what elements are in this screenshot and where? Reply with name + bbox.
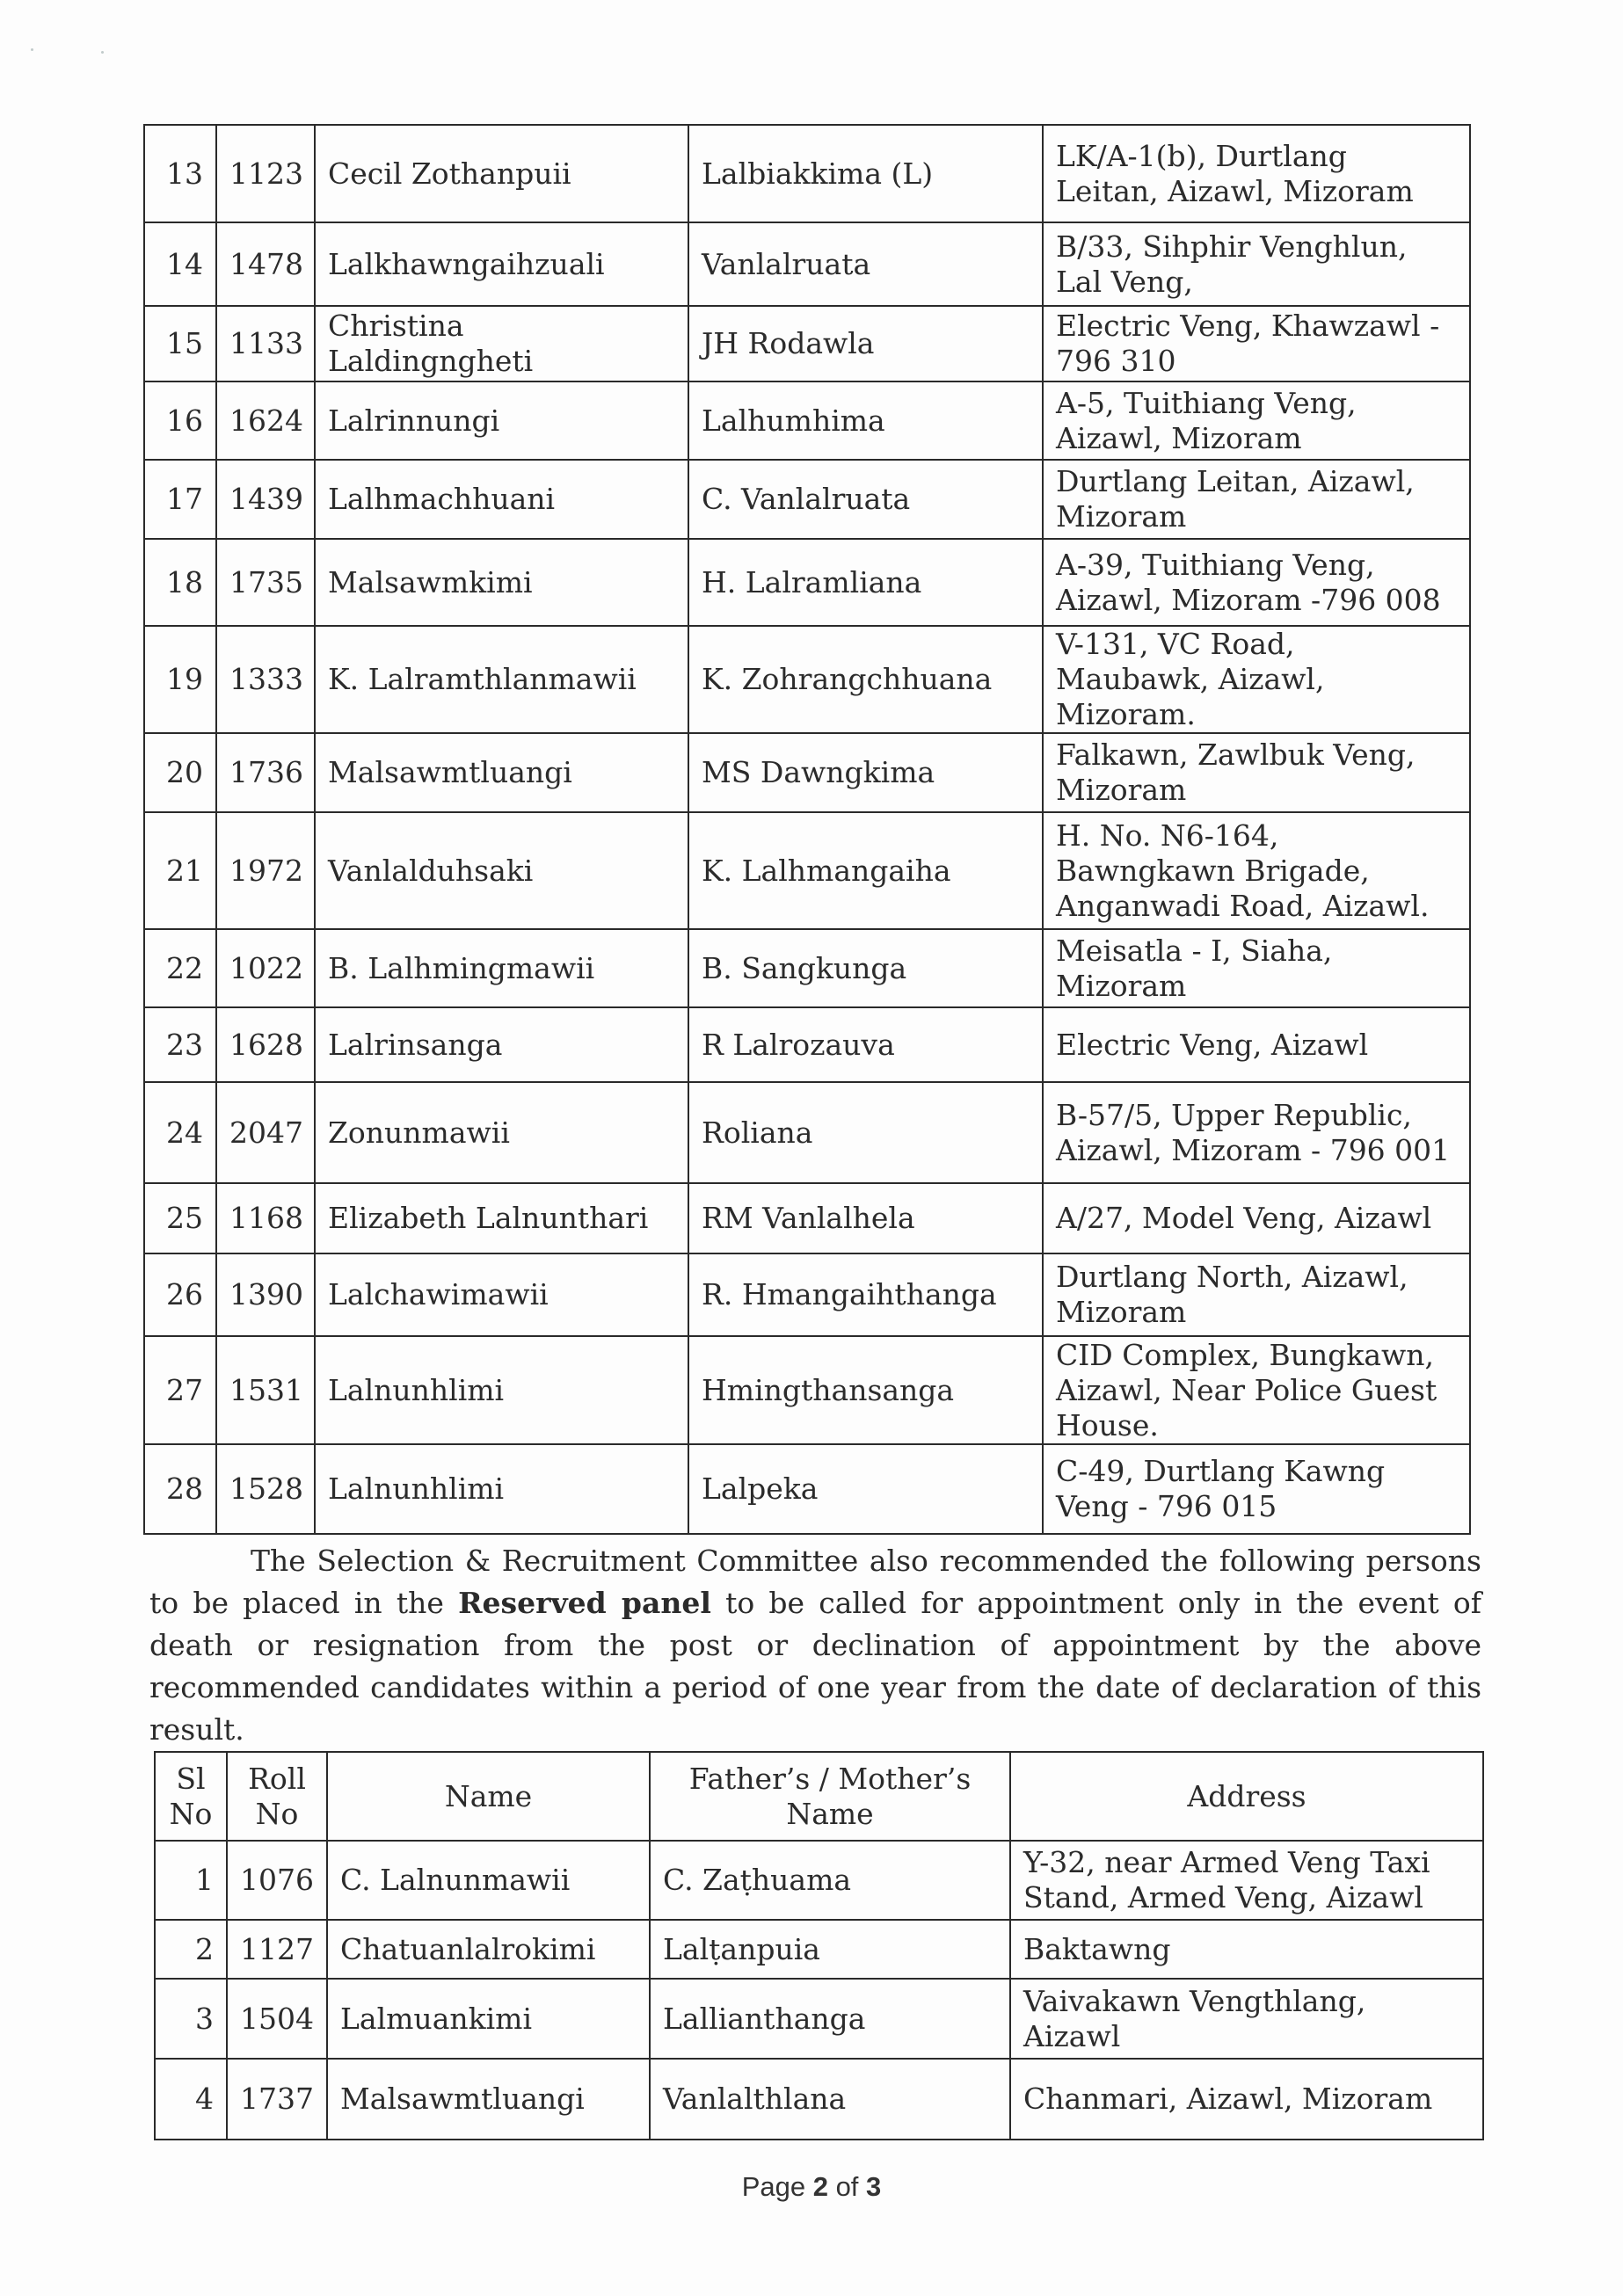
- cell-name: Cecil Zothanpuii: [315, 125, 688, 222]
- table-row: [144, 222, 1470, 306]
- table-row: [144, 929, 1470, 1007]
- cell-address: A-5, Tuithiang Veng, Aizawl, Mizoram: [1043, 381, 1470, 460]
- cell-parent-name: Lalhumhima: [688, 381, 1043, 460]
- cell-address: CID Complex, Bungkawn, Aizawl, Near Police Guest House.: [1043, 1336, 1470, 1444]
- reserved-panel-header: [155, 1752, 1483, 1841]
- table-row: [155, 1920, 1483, 1979]
- cell-parent-name: C. Vanlalruata: [688, 460, 1043, 539]
- cell-sl-no: 19: [144, 626, 216, 733]
- table-row: [144, 1082, 1470, 1183]
- reserved-panel-body: [155, 1841, 1483, 2140]
- cell-roll-no: 1439: [216, 460, 315, 539]
- table-row: [144, 626, 1470, 733]
- cell-name: Lalnunhlimi: [315, 1336, 688, 1444]
- reserved-panel-emphasis: Reserved panel: [458, 1586, 711, 1620]
- cell-sl-no: 2: [155, 1920, 227, 1979]
- table-row: [144, 306, 1470, 381]
- cell-name: Lalkhawngaihzuali: [315, 222, 688, 306]
- cell-sl-no: 13: [144, 125, 216, 222]
- cell-address: Durtlang North, Aizawl, Mizoram: [1043, 1253, 1470, 1336]
- cell-address: LK/A-1(b), Durtlang Leitan, Aizawl, Mizoram: [1043, 125, 1470, 222]
- cell-address: Electric Veng, Khawzawl - 796 310: [1043, 306, 1470, 381]
- cell-roll-no: 1624: [216, 381, 315, 460]
- table-row: [155, 1841, 1483, 1920]
- cell-address: Vaivakawn Vengthlang, Aizawl: [1010, 1979, 1483, 2059]
- cell-roll-no: 1528: [216, 1444, 315, 1534]
- cell-sl-no: 23: [144, 1007, 216, 1082]
- cell-address: Y-32, near Armed Veng Taxi Stand, Armed Veng, Aizawl: [1010, 1841, 1483, 1920]
- cell-sl-no: 17: [144, 460, 216, 539]
- header-roll-no: Roll No: [227, 1752, 327, 1841]
- table-row: [155, 2059, 1483, 2140]
- scan-speck: [31, 48, 33, 51]
- cell-address: V-131, VC Road, Maubawk, Aizawl, Mizoram.: [1043, 626, 1470, 733]
- cell-address: Chanmari, Aizawl, Mizoram: [1010, 2059, 1483, 2140]
- cell-parent-name: Lalṭanpuia: [650, 1920, 1010, 1979]
- cell-parent-name: B. Sangkunga: [688, 929, 1043, 1007]
- total-pages: 3: [866, 2171, 882, 2202]
- table-row: [144, 812, 1470, 929]
- cell-roll-no: 1735: [216, 539, 315, 626]
- cell-sl-no: 26: [144, 1253, 216, 1336]
- cell-address: B/33, Sihphir Venghlun, Lal Veng,: [1043, 222, 1470, 306]
- page-of: of: [827, 2171, 867, 2202]
- cell-address: Electric Veng, Aizawl: [1043, 1007, 1470, 1082]
- cell-parent-name: C. Zaṭhuama: [650, 1841, 1010, 1920]
- cell-name: Christina Laldingngheti: [315, 306, 688, 381]
- cell-name: Malsawmtluangi: [327, 2059, 650, 2140]
- cell-sl-no: 1: [155, 1841, 227, 1920]
- cell-name: C. Lalnunmawii: [327, 1841, 650, 1920]
- reserved-panel-paragraph: [149, 1540, 1481, 1751]
- cell-name: K. Lalramthlanmawii: [315, 626, 688, 733]
- cell-parent-name: Lalpeka: [688, 1444, 1043, 1534]
- cell-sl-no: 21: [144, 812, 216, 929]
- cell-roll-no: 2047: [216, 1082, 315, 1183]
- cell-parent-name: Lalbiakkima (L): [688, 125, 1043, 222]
- cell-name: Chatuanlalrokimi: [327, 1920, 650, 1979]
- cell-address: H. No. N6-164, Bawngkawn Brigade, Anganwadi Road, Aizawl.: [1043, 812, 1470, 929]
- cell-roll-no: 1390: [216, 1253, 315, 1336]
- cell-address: A-39, Tuithiang Veng, Aizawl, Mizoram -796 008: [1043, 539, 1470, 626]
- cell-sl-no: 15: [144, 306, 216, 381]
- cell-sl-no: 18: [144, 539, 216, 626]
- cell-sl-no: 25: [144, 1183, 216, 1253]
- current-page: 2: [812, 2171, 828, 2202]
- cell-name: Lalrinnungi: [315, 381, 688, 460]
- table-row: [155, 1979, 1483, 2059]
- header-name: Name: [327, 1752, 650, 1841]
- table-row: [144, 1183, 1470, 1253]
- cell-roll-no: 1737: [227, 2059, 327, 2140]
- paragraph-text-2: to be called for appointment only in the event of death or resignation from the post or declination of appointment by the above recommended candidates within a period of one year from the date of declaration of this result.: [149, 1586, 1481, 1747]
- header-row: [155, 1752, 1483, 1841]
- selected-candidates-table: [143, 124, 1471, 1535]
- table-row: [144, 460, 1470, 539]
- header-sl-no: Sl No: [155, 1752, 227, 1841]
- cell-parent-name: K. Zohrangchhuana: [688, 626, 1043, 733]
- cell-roll-no: 1504: [227, 1979, 327, 2059]
- cell-roll-no: 1972: [216, 812, 315, 929]
- cell-sl-no: 27: [144, 1336, 216, 1444]
- page-number: [0, 2171, 1623, 2203]
- cell-parent-name: RM Vanlalhela: [688, 1183, 1043, 1253]
- cell-name: Lalrinsanga: [315, 1007, 688, 1082]
- cell-address: Meisatla - I, Siaha, Mizoram: [1043, 929, 1470, 1007]
- cell-name: Elizabeth Lalnunthari: [315, 1183, 688, 1253]
- page-prefix: Page: [741, 2171, 813, 2202]
- table-row: [144, 733, 1470, 812]
- cell-sl-no: 3: [155, 1979, 227, 2059]
- cell-roll-no: 1127: [227, 1920, 327, 1979]
- cell-parent-name: MS Dawngkima: [688, 733, 1043, 812]
- cell-address: Falkawn, Zawlbuk Veng, Mizoram: [1043, 733, 1470, 812]
- cell-parent-name: H. Lalramliana: [688, 539, 1043, 626]
- cell-name: Zonunmawii: [315, 1082, 688, 1183]
- header-address: Address: [1010, 1752, 1483, 1841]
- cell-sl-no: 22: [144, 929, 216, 1007]
- cell-roll-no: 1628: [216, 1007, 315, 1082]
- cell-roll-no: 1022: [216, 929, 315, 1007]
- table-row: [144, 125, 1470, 222]
- table-row: [144, 1444, 1470, 1534]
- cell-roll-no: 1736: [216, 733, 315, 812]
- table-row: [144, 1336, 1470, 1444]
- cell-roll-no: 1123: [216, 125, 315, 222]
- cell-name: Lalmuankimi: [327, 1979, 650, 2059]
- cell-sl-no: 24: [144, 1082, 216, 1183]
- cell-sl-no: 20: [144, 733, 216, 812]
- cell-name: Lalhmachhuani: [315, 460, 688, 539]
- cell-address: C-49, Durtlang Kawng Veng - 796 015: [1043, 1444, 1470, 1534]
- cell-address: Baktawng: [1010, 1920, 1483, 1979]
- header-parent-name: Father’s / Mother’s Name: [650, 1752, 1010, 1841]
- cell-parent-name: R Lalrozauva: [688, 1007, 1043, 1082]
- cell-roll-no: 1531: [216, 1336, 315, 1444]
- cell-parent-name: Vanlalruata: [688, 222, 1043, 306]
- cell-parent-name: Lallianthanga: [650, 1979, 1010, 2059]
- table-row: [144, 1007, 1470, 1082]
- cell-address: B-57/5, Upper Republic, Aizawl, Mizoram - 796 001: [1043, 1082, 1470, 1183]
- cell-roll-no: 1133: [216, 306, 315, 381]
- cell-sl-no: 14: [144, 222, 216, 306]
- scan-speck: [101, 51, 104, 54]
- table-row: [144, 381, 1470, 460]
- cell-parent-name: K. Lalhmangaiha: [688, 812, 1043, 929]
- cell-name: Lalchawimawii: [315, 1253, 688, 1336]
- cell-sl-no: 16: [144, 381, 216, 460]
- table-row: [144, 539, 1470, 626]
- cell-parent-name: Roliana: [688, 1082, 1043, 1183]
- cell-name: Malsawmkimi: [315, 539, 688, 626]
- cell-name: Malsawmtluangi: [315, 733, 688, 812]
- cell-name: B. Lalhmingmawii: [315, 929, 688, 1007]
- cell-roll-no: 1333: [216, 626, 315, 733]
- cell-sl-no: 4: [155, 2059, 227, 2140]
- cell-parent-name: JH Rodawla: [688, 306, 1043, 381]
- cell-name: Lalnunhlimi: [315, 1444, 688, 1534]
- cell-name: Vanlalduhsaki: [315, 812, 688, 929]
- cell-address: Durtlang Leitan, Aizawl, Mizoram: [1043, 460, 1470, 539]
- reserved-panel-table: [154, 1751, 1484, 2140]
- cell-roll-no: 1478: [216, 222, 315, 306]
- cell-parent-name: Hmingthansanga: [688, 1336, 1043, 1444]
- cell-parent-name: R. Hmangaihthanga: [688, 1253, 1043, 1336]
- cell-parent-name: Vanlalthlana: [650, 2059, 1010, 2140]
- cell-sl-no: 28: [144, 1444, 216, 1534]
- cell-roll-no: 1168: [216, 1183, 315, 1253]
- selected-candidates-body: [144, 125, 1470, 1534]
- cell-roll-no: 1076: [227, 1841, 327, 1920]
- table-row: [144, 1253, 1470, 1336]
- paragraph-text-1: The Selection & Recruitment Committee also recommended the following persons to be placed in the: [149, 1544, 1481, 1620]
- cell-address: A/27, Model Veng, Aizawl: [1043, 1183, 1470, 1253]
